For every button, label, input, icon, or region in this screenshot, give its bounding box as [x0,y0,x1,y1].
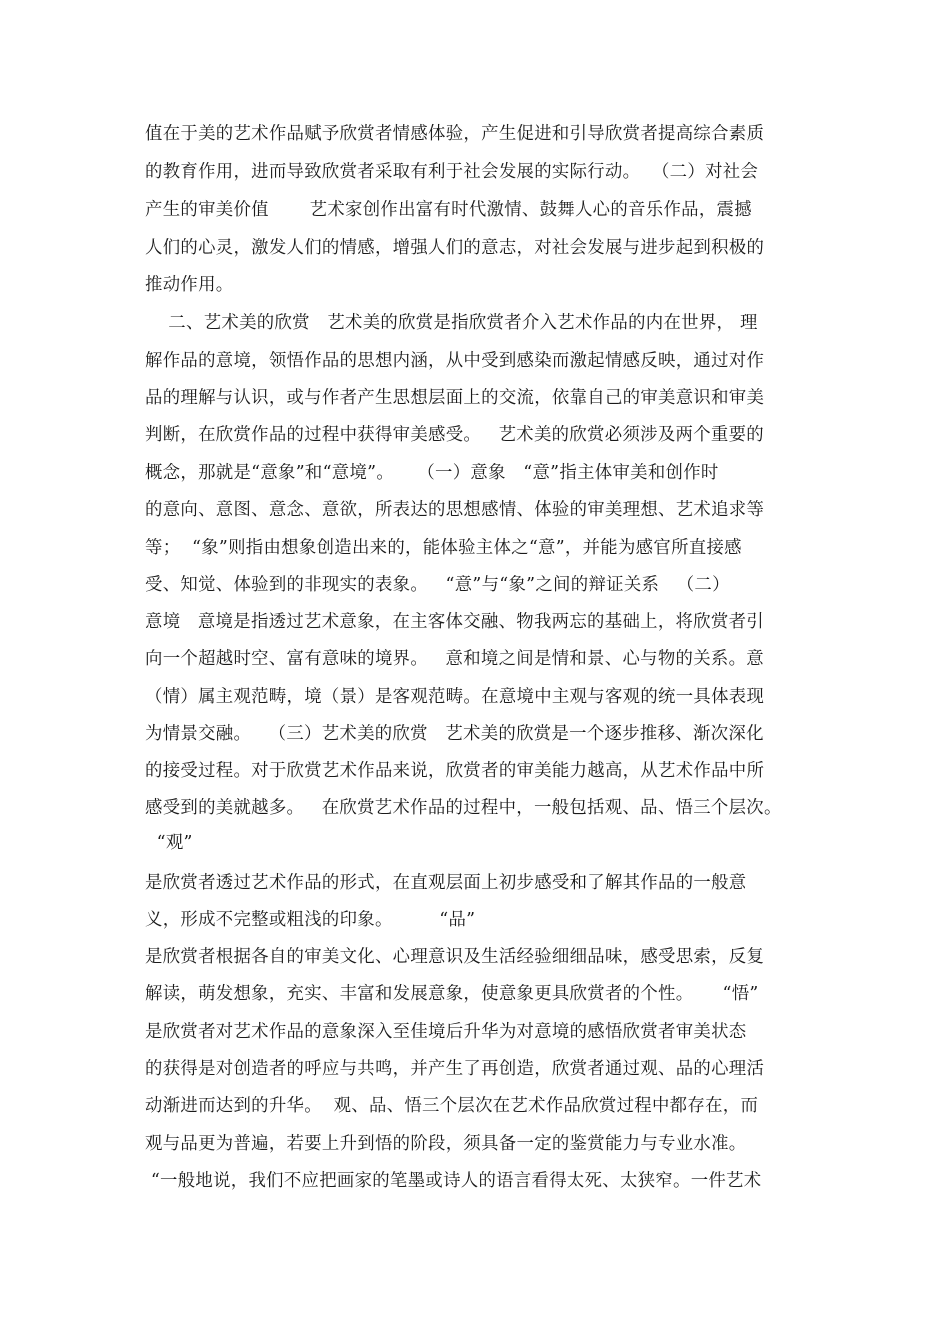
text-line: 向一个超越时空、富有意味的境界。 意和境之间是情和景、心与物的关系。意 [145,649,764,669]
text-line: 的接受过程。对于欣赏艺术作品来说，欣赏者的审美能力越高，从艺术作品中所 [145,761,765,781]
text-line: 值在于美的艺术作品赋予欣赏者情感体验，产生促进和引导欣赏者提高综合素质 [145,124,765,144]
text-line: 判断，在欣赏作品的过程中获得审美感受。 艺术美的欣赏必须涉及两个重要的 [145,425,764,445]
text-line: 观与品更为普遍，若要上升到悟的阶段，须具备一定的鉴赏能力与专业水准。 [145,1134,747,1154]
text-line: “一般地说，我们不应把画家的笔墨或诗人的语言看得太死、太狭窄。一件艺术 [145,1171,762,1191]
text-line: 概念，那就是“意象”和“意境”。 （一）意象 “意”指主体审美和创作时 [145,463,719,483]
text-line: 的获得是对创造者的呼应与共鸣，并产生了再创造，欣赏者通过观、品的心理活 [145,1059,765,1079]
text-line: 二、艺术美的欣赏 艺术美的欣赏是指欣赏者介入艺术作品的内在世界， 理 [145,313,758,333]
text-line: 的教育作用，进而导致欣赏者采取有利于社会发展的实际行动。 （二）对社会 [145,162,759,182]
text-line: 动渐进而达到的升华。 观、品、悟三个层次在艺术作品欣赏过程中都存在，而 [145,1096,759,1116]
text-line: 意境 意境是指透过艺术意象，在主客体交融、物我两忘的基础上，将欣赏者引 [145,612,764,632]
text-line: 是欣赏者对艺术作品的意象深入至佳境后升华为对意境的感悟欣赏者审美状态 [145,1022,747,1042]
text-line: 受、知觉、体验到的非现实的表象。 “意”与“象”之间的辩证关系 （二） [145,575,730,595]
text-line: 等； “象”则指由想象创造出来的，能体验主体之“意”，并能为感官所直接感 [145,538,742,558]
text-line: 是欣赏者透过艺术作品的形式，在直观层面上初步感受和了解其作品的一般意 [145,873,747,893]
text-line: 人们的心灵，激发人们的情感，增强人们的意志，对社会发展与进步起到积极的 [145,238,765,258]
text-line: “观” [145,833,193,853]
text-line: 产生的审美价值 艺术家创作出富有时代激情、鼓舞人心的音乐作品，震撼 [145,200,752,220]
text-line: 义，形成不完整或粗浅的印象。 “品” [145,910,476,930]
text-line: 解作品的意境，领悟作品的思想内涵，从中受到感染而激起情感反映，通过对作 [145,351,765,371]
text-line: 感受到的美就越多。 在欣赏艺术作品的过程中，一般包括观、品、悟三个层次。 [145,798,782,818]
text-line: （情）属主观范畴，境（景）是客观范畴。在意境中主观与客观的统一具体表现 [145,687,765,707]
text-line: 解读，萌发想象，充实、丰富和发展意象，使意象更具欣赏者的个性。 “悟” [145,984,759,1004]
text-line: 是欣赏者根据各自的审美文化、心理意识及生活经验细细品味，感受思索，反复 [145,947,765,967]
text-line: 为情景交融。 （三）艺术美的欣赏 艺术美的欣赏是一个逐步推移、渐次深化 [145,724,764,744]
text-line: 的意向、意图、意念、意欲，所表达的思想感情、体验的审美理想、艺术追求等 [145,500,765,520]
text-line: 推动作用。 [145,275,234,295]
text-line: 品的理解与认识，或与作者产生思想层面上的交流，依靠自己的审美意识和审美 [145,388,765,408]
